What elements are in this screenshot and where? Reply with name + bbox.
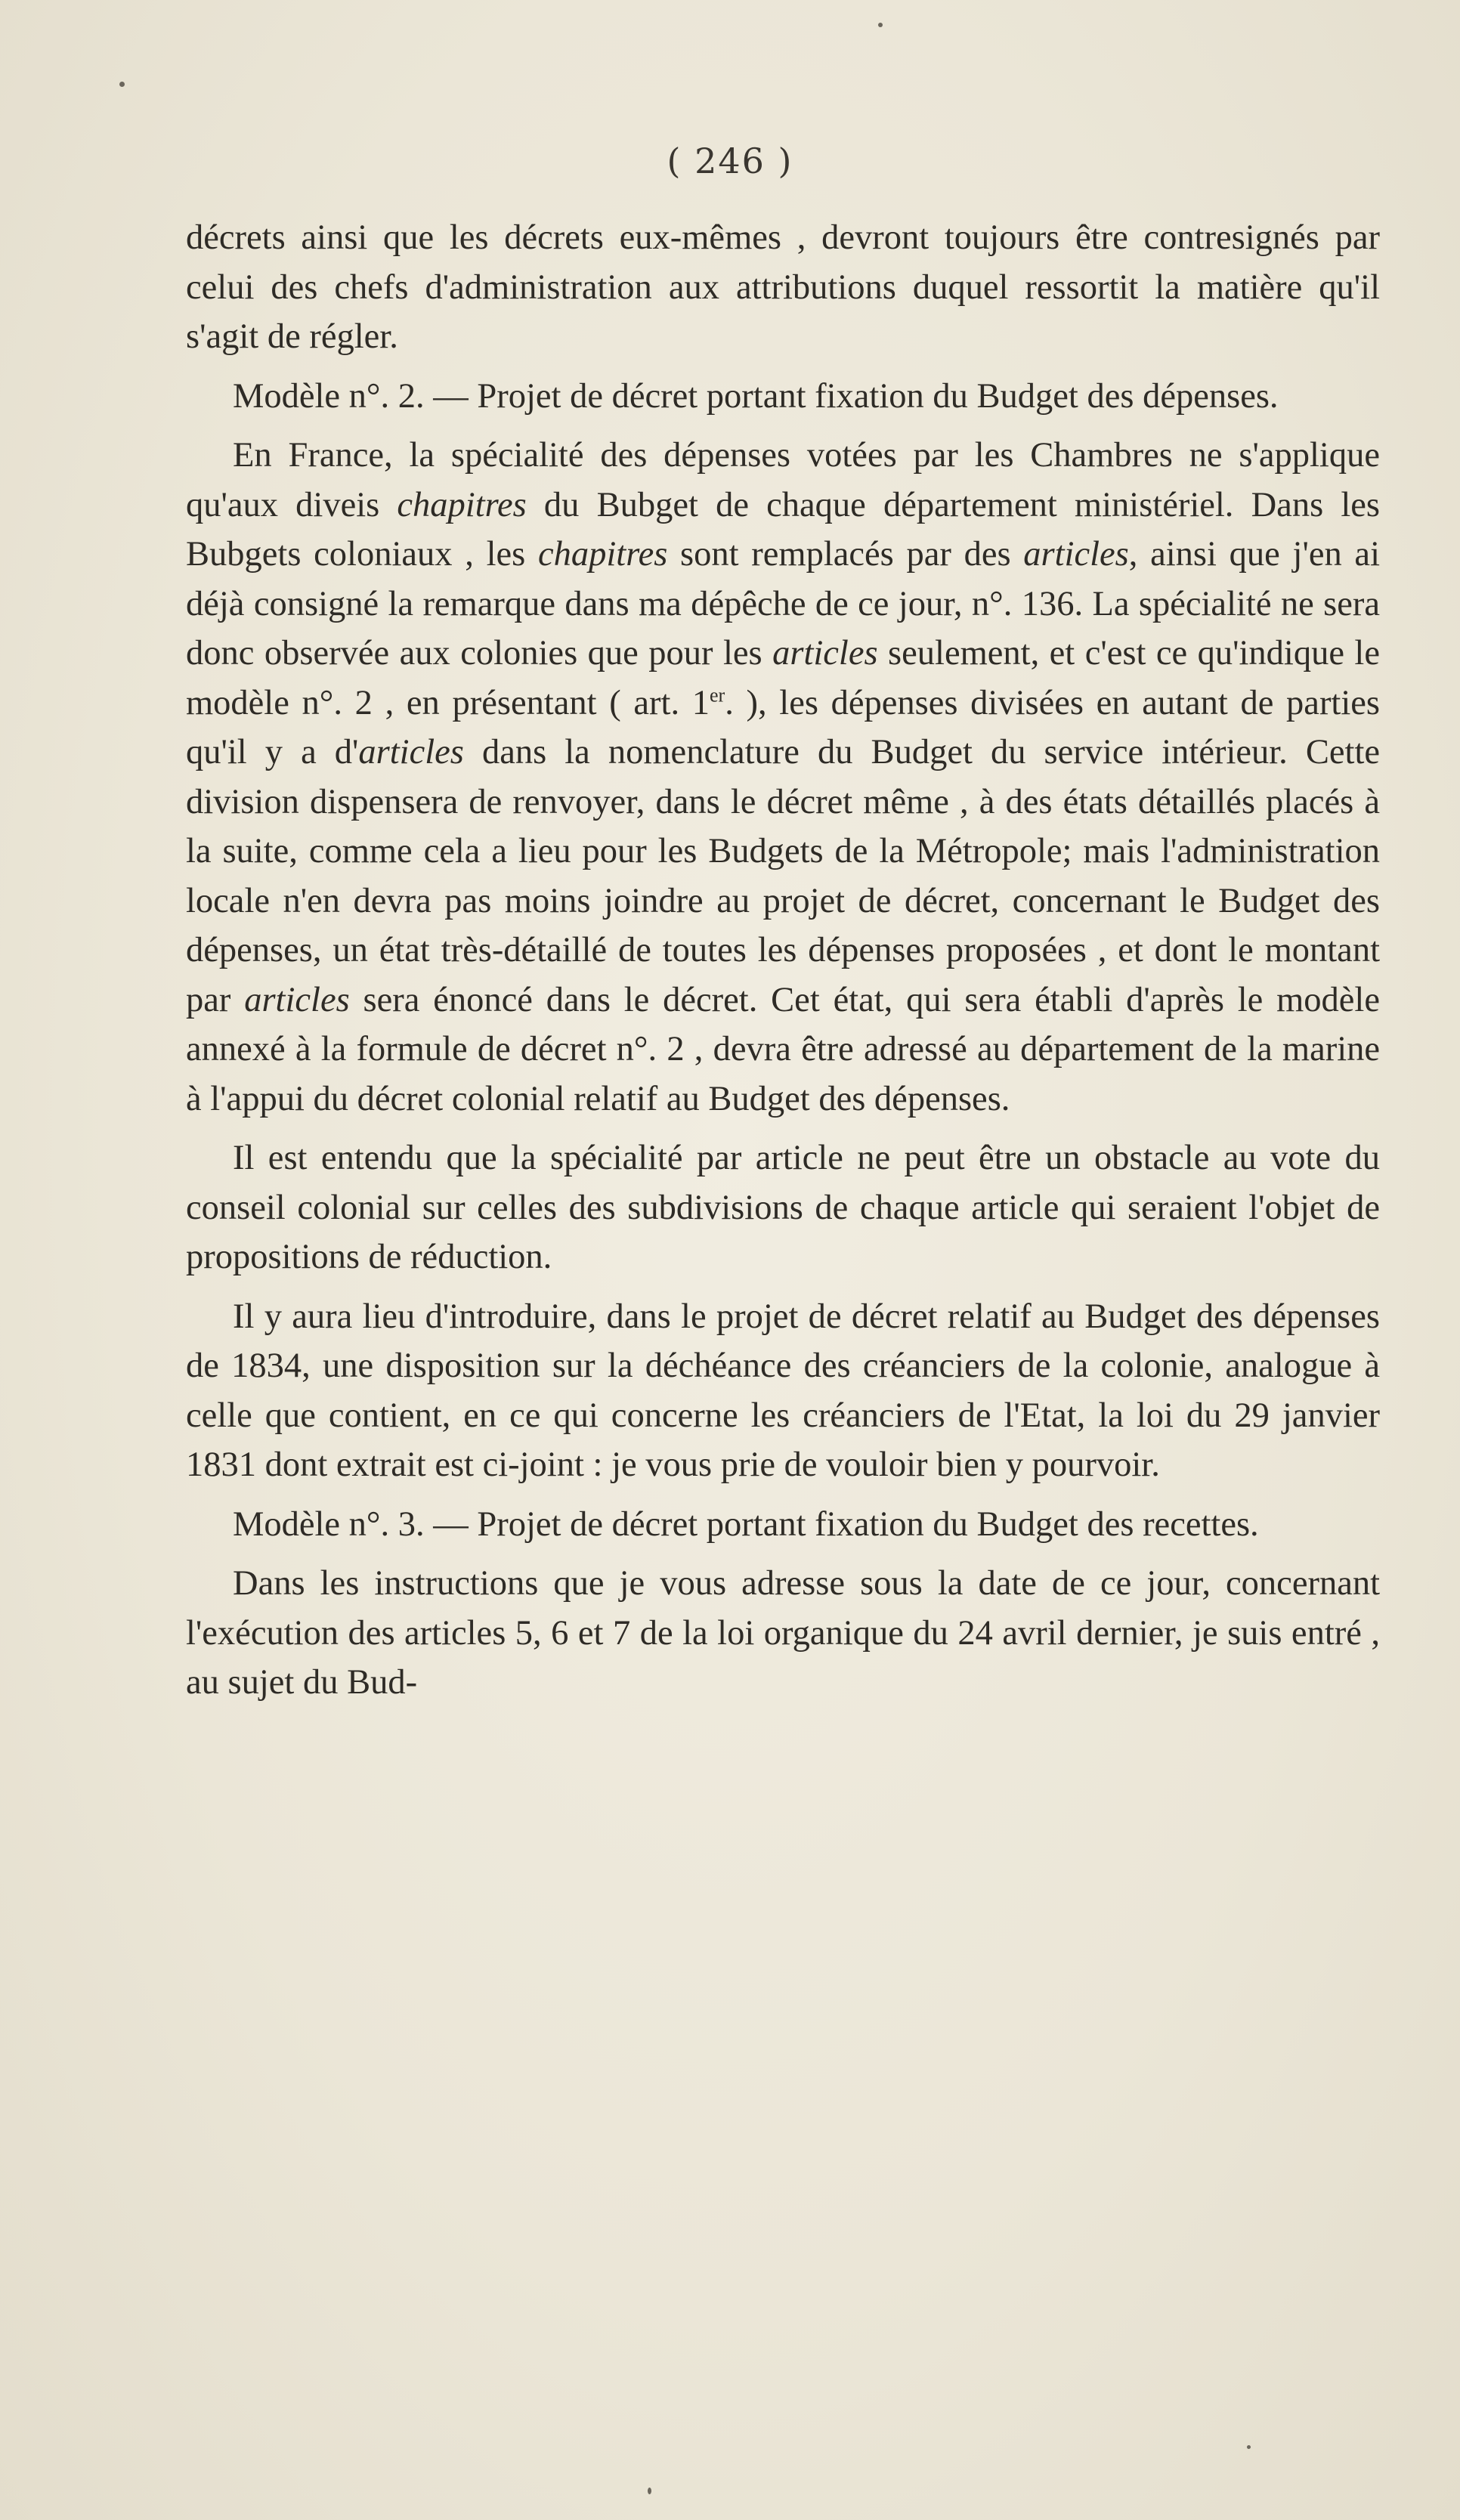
italic-term: articles [1023, 535, 1129, 574]
body-text [186, 213, 1380, 1708]
italic-term: chapitres [537, 535, 668, 574]
paragraph: Modèle n°. 2. — Projet de décret portant fixation du Budget des dépenses. [233, 376, 1279, 416]
text-run: du Bubget de chaque département ministériel. Dans les Bubgets coloniaux , les [186, 485, 1380, 574]
ink-speck [1247, 2445, 1251, 2449]
paragraph: Il y aura lieu d'introduire, dans le projet de décret relatif au Budget des dépenses de 1834, une disposition sur la déchéance des créanciers de la colonie, analogue à celle que contient, en ce qui concerne les créanciers de l'Etat, la loi du 29 janvier 1831 dont extrait est ci-joint : je vous prie de vouloir bien y pourvoir. [186, 1297, 1380, 1484]
italic-term: articles [358, 733, 464, 771]
italic-term: articles [772, 634, 878, 673]
ink-speck [648, 2488, 651, 2494]
page-number: ( 246 ) [667, 141, 793, 181]
paragraph: décrets ainsi que les décrets eux-mêmes , devront toujours être contresignés par celui des chefs d'administration aux attributions duquel ressortit la matière qu'il s'agit de régler. [186, 218, 1380, 356]
italic-term: articles [244, 980, 350, 1019]
paragraph: Dans les instructions que je vous adresse sous la date de ce jour, concernant l'exécution des articles 5, 6 et 7 de la loi organique du 24 avril dernier, je suis entré , au sujet du Bud- [186, 1564, 1380, 1702]
text-run: En France, la spécialité des dépenses votées par les Chambres ne s'applique qu'aux diveis [186, 436, 1380, 524]
text-run: , ainsi que j'en ai déjà consigné la remarque dans ma dépêche de ce jour, n°. 136. La spécialité ne sera donc observée aux colonies que pour les [186, 535, 1380, 673]
text-run: dans la nomenclature du Budget du service intérieur. Cette division dispensera de renvoyer, dans le décret même , à des états détaillés placés à la suite, comme cela a lieu pour les Budgets de la Métropole; mais l'administration locale n'en devra pas moins joindre au projet de décret, concernant le Budget des dépenses, un état très-détaillé de toutes les dépenses proposées , et dont le montant par [186, 733, 1380, 1019]
text-run: sont remplacés par des [667, 535, 1024, 574]
paragraph [186, 431, 1380, 1124]
ink-speck [878, 23, 883, 27]
ink-speck [119, 82, 125, 87]
paragraph: Il est entendu que la spécialité par article ne peut être un obstacle au vote du conseil colonial sur celles des subdivisions de chaque article qui seraient l'objet de propositions de réduction. [186, 1139, 1380, 1276]
text-run: sera énoncé dans le décret. Cet état, qui sera établi d'après le modèle annexé à la formule de décret n°. 2 , devra être adressé au département de la marine à l'appui du décret colonial relatif au Budget des dépenses. [186, 980, 1380, 1118]
italic-term: chapitres [397, 485, 527, 524]
text-run: seulement, et c'est ce qu'indique le modèle n°. 2 , en présentant ( art. 1 [186, 634, 1380, 722]
text-run: . ), les dépenses divisées en autant de parties qu'il y a d' [186, 683, 1380, 771]
superscript: er [710, 684, 725, 706]
paragraph: Modèle n°. 3. — Projet de décret portant fixation du Budget des recettes. [233, 1504, 1259, 1544]
